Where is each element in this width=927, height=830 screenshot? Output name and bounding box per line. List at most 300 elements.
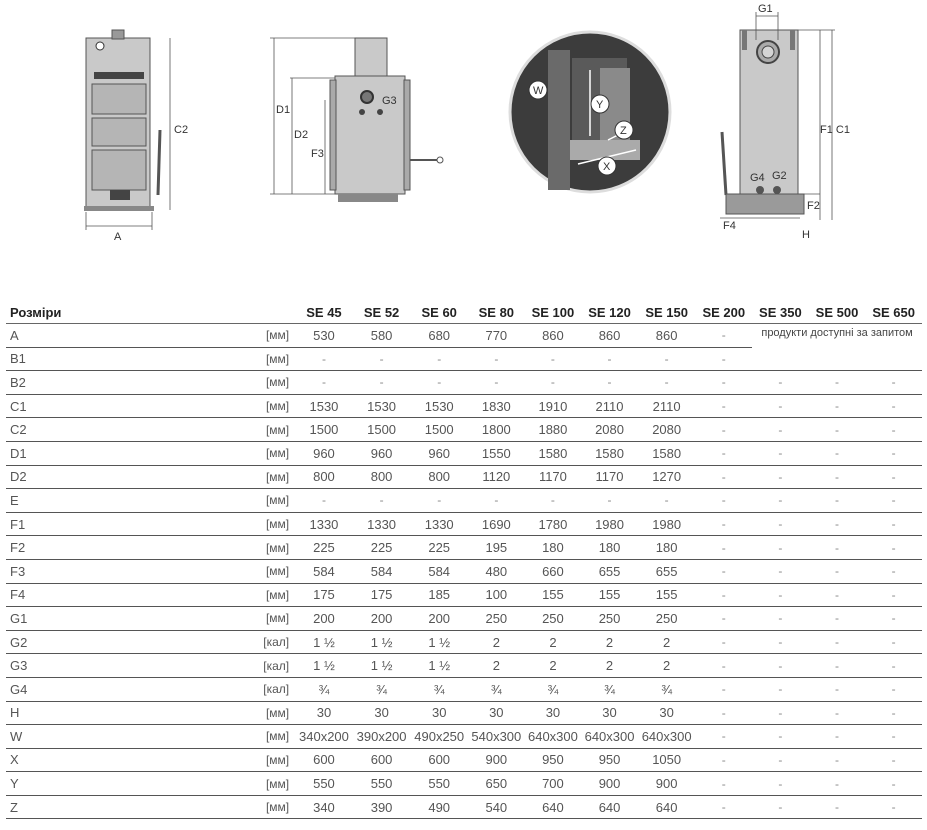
value-cell: - [809,795,866,819]
value-cell: - [865,772,922,796]
value-cell: - [865,465,922,489]
value-cell: 480 [468,559,525,583]
value-cell: ¾ [410,677,468,701]
value-cell: 655 [581,559,638,583]
label-h: H [802,229,810,241]
dimension-label: C2 [6,418,234,442]
table-row [6,441,922,465]
value-cell: - [752,371,809,395]
value-cell: - [695,654,752,678]
value-cell: 770 [468,324,525,348]
label-f2: F2 [807,200,820,212]
value-cell: - [410,347,468,371]
table-row [6,465,922,489]
model-column-header: SE 150 [638,302,696,324]
unit-column-header [234,302,295,324]
value-cell: ¾ [353,677,411,701]
value-cell: - [752,748,809,772]
value-cell: - [809,371,866,395]
value-cell: - [752,795,809,819]
unit-cell: [мм] [234,772,295,796]
table-row [6,630,922,654]
value-cell: - [695,489,752,513]
unit-cell: [мм] [234,347,295,371]
unit-cell: [мм] [234,418,295,442]
value-cell: - [695,772,752,796]
value-cell: - [865,630,922,654]
value-cell: 225 [353,536,411,560]
value-cell: 30 [410,701,468,725]
value-cell: 584 [295,559,353,583]
value-cell: - [695,441,752,465]
value-cell: 1580 [638,441,696,465]
value-cell: - [695,583,752,607]
value-cell: - [695,536,752,560]
value-cell: 1500 [295,418,353,442]
label-c2: C2 [174,124,189,136]
dimension-label: F3 [6,559,234,583]
unit-cell: [мм] [234,701,295,725]
unit-cell: [кал] [234,654,295,678]
unit-cell: [мм] [234,371,295,395]
value-cell: 490x250 [410,725,468,749]
table-row [6,725,922,749]
value-cell: 2 [525,654,582,678]
model-column-header: SE 45 [295,302,353,324]
value-cell: - [468,489,525,513]
value-cell: - [752,677,809,701]
model-column-header: SE 200 [695,302,752,324]
value-cell: - [865,725,922,749]
unit-cell: [мм] [234,748,295,772]
value-cell: 30 [353,701,411,725]
value-cell: - [468,371,525,395]
value-cell: - [809,465,866,489]
value-cell: - [809,630,866,654]
value-cell: 30 [468,701,525,725]
value-cell: 655 [638,559,696,583]
table-row [6,701,922,725]
value-cell: 1530 [295,394,353,418]
dimension-label: B1 [6,347,234,371]
value-cell: - [638,347,696,371]
dimension-label: A [6,324,234,348]
value-cell: - [752,654,809,678]
value-cell: 600 [295,748,353,772]
value-cell: 2 [638,630,696,654]
value-cell: - [752,583,809,607]
value-cell: 2 [581,630,638,654]
value-cell: 700 [525,772,582,796]
table-row [6,536,922,560]
value-cell: - [695,465,752,489]
value-cell: - [410,371,468,395]
value-cell: 1120 [468,465,525,489]
rear-view-drawing [720,3,850,241]
value-cell: 2 [468,630,525,654]
unit-cell: [кал] [234,630,295,654]
value-cell: - [353,371,411,395]
label-d2: D2 [294,129,309,141]
value-cell: 100 [468,583,525,607]
value-cell: 490 [410,795,468,819]
value-cell: - [809,512,866,536]
value-cell: - [695,559,752,583]
value-cell: 340 [295,795,353,819]
dimension-label: G1 [6,607,234,631]
value-cell: 1780 [525,512,582,536]
model-column-header: SE 100 [525,302,582,324]
value-cell: 1 ½ [353,654,411,678]
value-cell: 584 [410,559,468,583]
table-row [6,371,922,395]
value-cell: - [752,559,809,583]
value-cell: 2 [638,654,696,678]
value-cell: 2 [525,630,582,654]
value-cell: - [865,512,922,536]
value-cell: 960 [410,441,468,465]
value-cell: 1170 [525,465,582,489]
value-cell: 2080 [638,418,696,442]
value-cell: 1530 [353,394,411,418]
value-cell: 540 [468,795,525,819]
label-z: Z [620,125,627,137]
value-cell: - [410,489,468,513]
value-cell: 900 [581,772,638,796]
table-row [6,748,922,772]
value-cell: 1 ½ [295,630,353,654]
label-g1: G1 [758,3,773,15]
unit-cell: [мм] [234,536,295,560]
value-cell: 960 [295,441,353,465]
table-row [6,512,922,536]
value-cell: - [809,725,866,749]
value-cell: - [638,371,696,395]
unit-cell: [мм] [234,725,295,749]
value-cell: 650 [468,772,525,796]
value-cell: - [695,725,752,749]
table-row [6,677,922,701]
value-cell: 950 [525,748,582,772]
value-cell: 640x300 [525,725,582,749]
value-cell: 900 [638,772,696,796]
dimension-label: G3 [6,654,234,678]
value-cell: 195 [468,536,525,560]
value-cell: - [809,748,866,772]
value-cell: 1500 [410,418,468,442]
value-cell: 550 [410,772,468,796]
value-cell: 30 [525,701,582,725]
value-cell: 640 [638,795,696,819]
value-cell: 640x300 [638,725,696,749]
model-column-header: SE 52 [353,302,411,324]
value-cell: 250 [638,607,696,631]
unit-cell: [мм] [234,489,295,513]
value-cell: 1050 [638,748,696,772]
unit-cell: [мм] [234,512,295,536]
value-cell: - [695,795,752,819]
unit-cell: [мм] [234,441,295,465]
value-cell: 1 ½ [410,654,468,678]
value-cell: - [295,371,353,395]
value-cell: 30 [581,701,638,725]
value-cell: 1330 [353,512,411,536]
value-cell: - [353,347,411,371]
value-cell: - [638,489,696,513]
front-view-drawing [84,30,188,243]
value-cell: - [752,441,809,465]
value-cell: 640 [525,795,582,819]
table-row [6,559,922,583]
value-cell: 155 [638,583,696,607]
value-cell: - [752,465,809,489]
table-row [6,654,922,678]
dimension-label: Y [6,772,234,796]
dimension-label: F2 [6,536,234,560]
value-cell: - [581,489,638,513]
value-cell: - [865,394,922,418]
value-cell: - [525,347,582,371]
value-cell: 2 [468,654,525,678]
value-cell: - [295,489,353,513]
value-cell: 584 [353,559,411,583]
value-cell: 1270 [638,465,696,489]
value-cell: - [581,371,638,395]
value-cell: 540x300 [468,725,525,749]
model-column-header: SE 500 [809,302,866,324]
value-cell: 250 [468,607,525,631]
dimension-label: F1 [6,512,234,536]
label-f1-c1: F1 C1 [820,124,850,136]
value-cell: 180 [581,536,638,560]
technical-drawings [0,0,927,250]
label-f4: F4 [723,220,736,232]
value-cell: - [809,772,866,796]
label-d1: D1 [276,104,291,116]
dimension-label: G4 [6,677,234,701]
value-cell: ¾ [581,677,638,701]
value-cell: - [809,559,866,583]
value-cell: - [865,583,922,607]
table-row [6,583,922,607]
value-cell: - [695,394,752,418]
dimension-label: X [6,748,234,772]
dimension-label: E [6,489,234,513]
value-cell: ¾ [525,677,582,701]
value-cell: 180 [638,536,696,560]
value-cell: 1580 [581,441,638,465]
table-row [6,324,922,348]
value-cell: 600 [410,748,468,772]
value-cell: - [752,607,809,631]
value-cell: 180 [525,536,582,560]
value-cell: 155 [581,583,638,607]
value-cell: 900 [468,748,525,772]
unit-cell: [мм] [234,795,295,819]
value-cell: - [809,536,866,560]
model-column-header: SE 60 [410,302,468,324]
model-column-header: SE 80 [468,302,525,324]
value-cell: 1980 [581,512,638,536]
unit-cell: [мм] [234,583,295,607]
table-header-row [6,302,922,324]
label-a: A [114,231,122,243]
dimension-label: H [6,701,234,725]
value-cell: 30 [295,701,353,725]
value-cell: 530 [295,324,353,348]
dimensions-table [6,302,922,819]
value-cell: 1330 [295,512,353,536]
value-cell: - [865,441,922,465]
value-cell: - [865,701,922,725]
value-cell: 860 [638,324,696,348]
unit-cell: [мм] [234,394,295,418]
table-row [6,489,922,513]
value-cell: - [695,630,752,654]
value-cell: 175 [353,583,411,607]
label-g3: G3 [382,95,397,107]
dimension-label: G2 [6,630,234,654]
value-cell: - [695,418,752,442]
value-cell: - [809,607,866,631]
value-cell: 550 [353,772,411,796]
value-cell: 1690 [468,512,525,536]
value-cell: 800 [410,465,468,489]
value-cell: 950 [581,748,638,772]
value-cell: 580 [353,324,411,348]
value-cell: - [865,795,922,819]
value-cell: 1830 [468,394,525,418]
unit-cell: [мм] [234,324,295,348]
table-row [6,772,922,796]
unit-cell: [мм] [234,465,295,489]
value-cell: - [695,607,752,631]
value-cell: 1800 [468,418,525,442]
value-cell: 175 [295,583,353,607]
value-cell: - [752,394,809,418]
table-row [6,795,922,819]
combustion-chamber-drawing [510,32,670,192]
value-cell: ¾ [295,677,353,701]
value-cell: - [809,654,866,678]
value-cell: - [865,489,922,513]
value-cell: 680 [410,324,468,348]
value-cell: - [752,701,809,725]
value-cell: - [809,701,866,725]
value-cell: - [865,748,922,772]
value-cell: 1 ½ [410,630,468,654]
dimension-label: F4 [6,583,234,607]
value-cell: - [468,347,525,371]
value-cell: - [752,772,809,796]
value-cell: - [865,536,922,560]
table-title: Розміри [6,302,234,324]
value-cell: ¾ [468,677,525,701]
value-cell: - [752,725,809,749]
value-cell: 1 ½ [295,654,353,678]
value-cell: - [865,607,922,631]
value-cell: - [525,489,582,513]
table-row [6,418,922,442]
value-cell: 225 [295,536,353,560]
value-cell: 550 [295,772,353,796]
value-cell: - [865,677,922,701]
value-cell: - [695,512,752,536]
dimension-label: D2 [6,465,234,489]
model-column-header: SE 650 [865,302,922,324]
value-cell: - [695,371,752,395]
value-cell: - [695,748,752,772]
value-cell: 1330 [410,512,468,536]
value-cell: 860 [581,324,638,348]
model-column-header: SE 350 [752,302,809,324]
value-cell: - [809,441,866,465]
value-cell: - [752,418,809,442]
value-cell: 225 [410,536,468,560]
value-cell: 800 [353,465,411,489]
value-cell: - [865,418,922,442]
table-row [6,607,922,631]
value-cell: 2110 [638,394,696,418]
value-cell: 2110 [581,394,638,418]
value-cell: 1530 [410,394,468,418]
value-cell: - [809,418,866,442]
dimension-label: Z [6,795,234,819]
value-cell: 1880 [525,418,582,442]
value-cell: 390x200 [353,725,411,749]
label-w: W [533,85,544,97]
value-cell: 340x200 [295,725,353,749]
value-cell: - [752,489,809,513]
value-cell: 250 [581,607,638,631]
value-cell: 2080 [581,418,638,442]
value-cell: - [865,559,922,583]
value-cell: 1500 [353,418,411,442]
table-row [6,394,922,418]
unit-cell: [мм] [234,559,295,583]
value-cell: - [525,371,582,395]
label-g2: G2 [772,170,787,182]
value-cell: 1 ½ [353,630,411,654]
value-cell: - [695,677,752,701]
value-cell: - [295,347,353,371]
dimension-label: D1 [6,441,234,465]
label-f3: F3 [311,148,324,160]
value-cell: 800 [295,465,353,489]
value-cell: 600 [353,748,411,772]
value-cell: - [865,654,922,678]
label-g4: G4 [750,172,765,184]
value-cell: 250 [525,607,582,631]
value-cell: - [809,583,866,607]
value-cell: - [809,394,866,418]
value-cell: - [865,371,922,395]
value-cell: 2 [581,654,638,678]
value-cell: 390 [353,795,411,819]
value-cell: - [353,489,411,513]
availability-note: продукти доступні за запитом [752,324,922,371]
value-cell: 1550 [468,441,525,465]
unit-cell: [мм] [234,607,295,631]
value-cell: - [752,512,809,536]
value-cell: - [581,347,638,371]
value-cell: 1170 [581,465,638,489]
value-cell: 860 [525,324,582,348]
label-y: Y [596,99,604,111]
value-cell: 200 [410,607,468,631]
value-cell: 155 [525,583,582,607]
value-cell: 200 [295,607,353,631]
